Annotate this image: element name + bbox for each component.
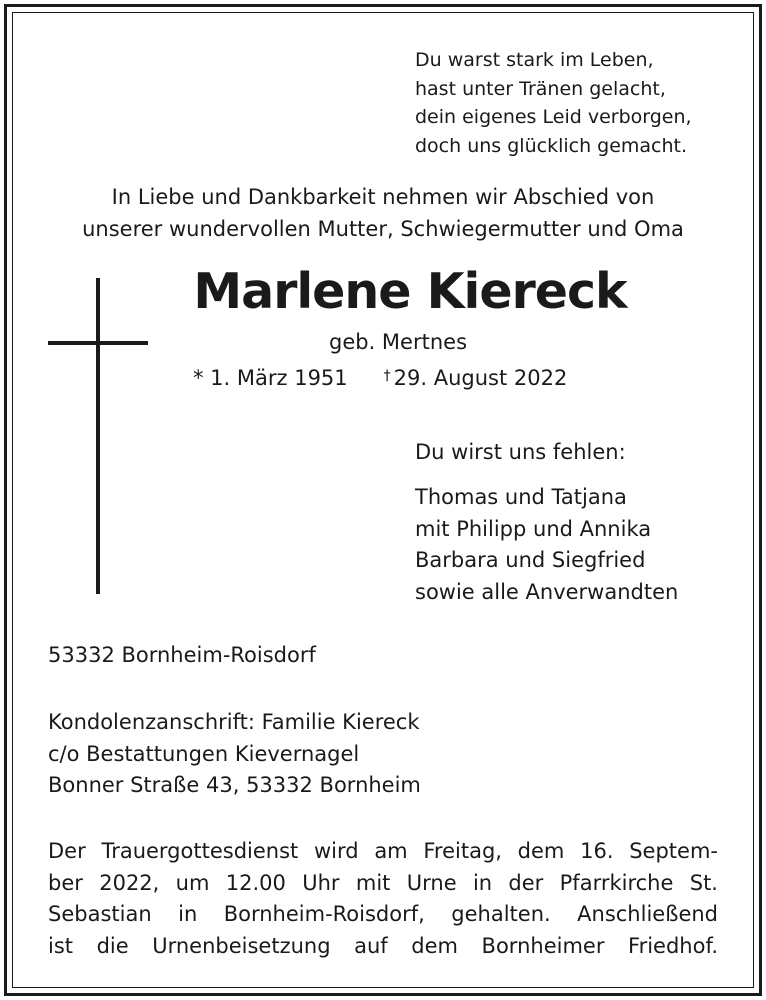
mourners-list: [415, 482, 678, 608]
condolence-line: Kondolenzanschrift: Familie Kiereck: [48, 710, 420, 734]
poem-line: doch uns glücklich gemacht.: [415, 134, 688, 157]
condolence-address: [48, 707, 421, 802]
condolence-line: c/o Bestattungen Kievernagel: [48, 741, 360, 766]
service-line: ist die Urnenbeisetzung auf dem Bornheimer Friedhof.: [48, 933, 718, 958]
mourners-heading: Du wirst uns fehlen:: [415, 440, 626, 464]
condolence-line: Bonner Straße 43, 53332 Bornheim: [48, 773, 421, 797]
mourner-line: Thomas und Tatjana: [415, 485, 627, 509]
dagger-icon: †: [383, 368, 391, 384]
poem-line: dein eigenes Leid verborgen,: [415, 106, 692, 128]
intro-line: In Liebe und Dankbarkeit nehmen wir Abschied von: [111, 185, 655, 209]
service-line: Sebastian in Bornheim-Roisdorf, gehalten. Anschließend: [48, 902, 718, 926]
deceased-name: Marlene Kiereck: [193, 263, 627, 320]
service-notice: [48, 836, 718, 962]
intro-text: [0, 182, 766, 245]
mourner-line: sowie alle Anverwandten: [415, 579, 679, 604]
location: 53332 Bornheim-Roisdorf: [48, 643, 316, 667]
mourner-line: mit Philipp und Annika: [415, 516, 652, 541]
mourner-line: Barbara und Siegfried: [415, 548, 646, 572]
service-line: ber 2022, um 12.00 Uhr mit Urne in der Pfarrkirche St.: [48, 870, 718, 895]
cross-vertical-bar: [96, 278, 100, 594]
cross-horizontal-bar: [48, 341, 148, 345]
poem: [415, 46, 692, 160]
birth-date: * 1. März 1951: [193, 366, 348, 390]
life-dates: [193, 368, 567, 389]
service-line: Der Trauergottesdienst wird am Freitag, dem 16. Septem-: [48, 839, 718, 863]
intro-line: unserer wundervollen Mutter, Schwiegermutter und Oma: [82, 216, 684, 241]
death-date: 29. August 2022: [393, 366, 568, 390]
poem-line: hast unter Tränen gelacht,: [415, 77, 666, 100]
birth-name: geb. Mertnes: [329, 330, 468, 354]
poem-line: Du warst stark im Leben,: [415, 49, 654, 71]
